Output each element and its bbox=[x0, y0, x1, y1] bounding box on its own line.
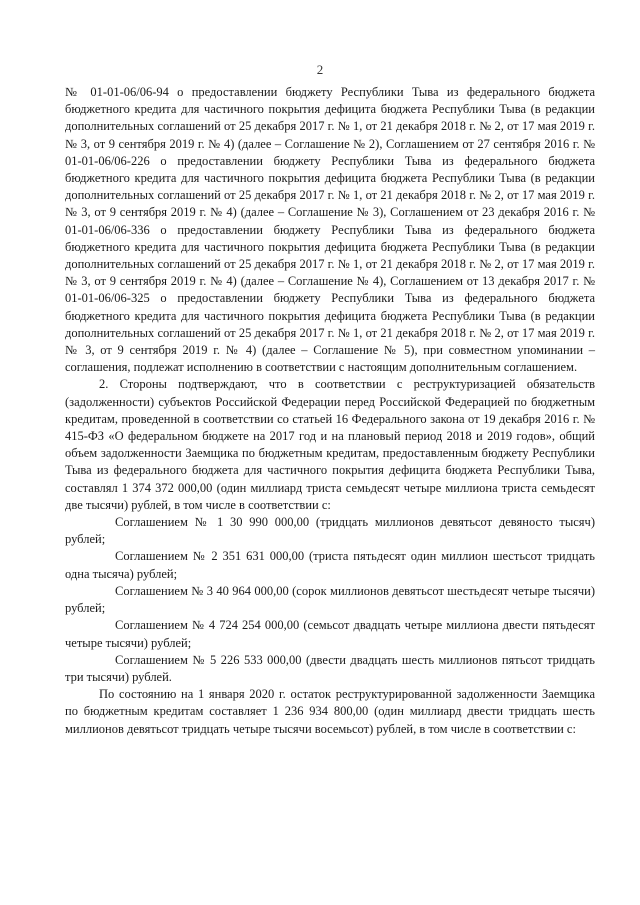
paragraph-2: 2. Стороны подтверждают, что в соответствии с реструктуризацией обязательств (задолженности) субъектов Российской Федерации перед Российской Федерацией по бюджетным кредитам, проведенной в соответствии со статьей 16 Федерального закона от 19 декабря 2016 г. № 415-ФЗ «О федеральном бюджете на 2017 год и на плановый период 2018 и 2019 годов», общий объем задолженности Заемщика по бюджетным кредитам, предоставленным бюджету Республики Тыва из федерального бюджета для частичного покрытия дефицита бюджета Республики Тыва, составлял 1 374 372 000,00 (один миллиард триста семьдесят четыре миллиона триста семьдесят две тысячи) рублей, в том числе в соответствии с: bbox=[65, 377, 595, 512]
list-item-agreement-1: Соглашением № 1 30 990 000,00 (тридцать миллионов девятьсот девяносто тысяч) рублей; bbox=[65, 515, 595, 547]
document-body bbox=[65, 84, 595, 738]
page-number: 2 bbox=[316, 62, 324, 77]
paragraph-balance: По состоянию на 1 января 2020 г. остаток реструктурированной задолженности Заемщика по бюджетным кредитам составляет 1 236 934 800,00 (один миллиард двести тридцать шесть миллионов девятьсот тридцать четыре тысячи восемьсот) рублей, в том числе в соответствии с: bbox=[65, 687, 595, 736]
list-item-agreement-2: Соглашением № 2 351 631 000,00 (триста пятьдесят один миллион шестьсот тридцать одна тысяча) рублей; bbox=[65, 549, 595, 581]
list-item-agreement-5: Соглашением № 5 226 533 000,00 (двести двадцать шесть миллионов пятьсот тридцать три тысячи) рублей. bbox=[65, 652, 595, 684]
paragraph-continuation: № 01-01-06/06-94 о предоставлении бюджету Республики Тыва из федерального бюджета бюджетного кредита для частичного покрытия дефицита бюджета Республики Тыва (в редакции дополнительных соглашений от 25 декабря 2017 г. № 1, от 21 декабря 2018 г. № 2, от 17 мая 2019 г. № 3, от 9 сентября 2019 г. № 4) (далее – Соглашение № 2), Соглашением от 27 сентября 2016 г. № 01-01-06/06-226 о предоставлении бюджету Республики Тыва из федерального бюджета бюджетного кредита для частичного покрытия дефицита бюджета Республики Тыва (в редакции дополнительных соглашений от 25 декабря 2017 г. № 1, от 21 декабря 2018 г. № 2, от 17 мая 2019 г. № 3, от 9 сентября 2019 г. № 4) (далее – Соглашение № 3), Соглашением от 23 декабря 2016 г. № 01-01-06/06-336 о предоставлении бюджету Республики Тыва из федерального бюджета бюджетного кредита для частичного покрытия дефицита бюджета Республики Тыва (в редакции дополнительных соглашений от 25 декабря 2017 г. № 1, от 21 декабря 2018 г. № 2, от 17 мая 2019 г. № 3, от 9 сентября 2019 г. № 4) (далее – Соглашение № 4), Соглашением от 13 декабря 2017 г. № 01-01-06/06-325 о предоставлении бюджету Республики Тыва из федерального бюджета бюджетного кредита для частичного покрытия дефицита бюджета Республики Тыва (в редакции дополнительных соглашений от 25 декабря 2017 г. № 1, от 21 декабря 2018 г. № 2, от 17 мая 2019 г. № 3, от 9 сентября 2019 г. № 4) (далее – Соглашение № 5), при совместном упоминании – соглашения, подлежат исполнению в соответствии с настоящим дополнительным соглашением. bbox=[65, 85, 595, 375]
list-item-agreement-3: Соглашением № 3 40 964 000,00 (сорок миллионов девятьсот шестьдесят четыре тысячи) рублей; bbox=[65, 583, 595, 616]
list-item-agreement-4: Соглашением № 4 724 254 000,00 (семьсот двадцать четыре миллиона двести пятьдесят четыре тысячи) рублей; bbox=[65, 618, 595, 650]
